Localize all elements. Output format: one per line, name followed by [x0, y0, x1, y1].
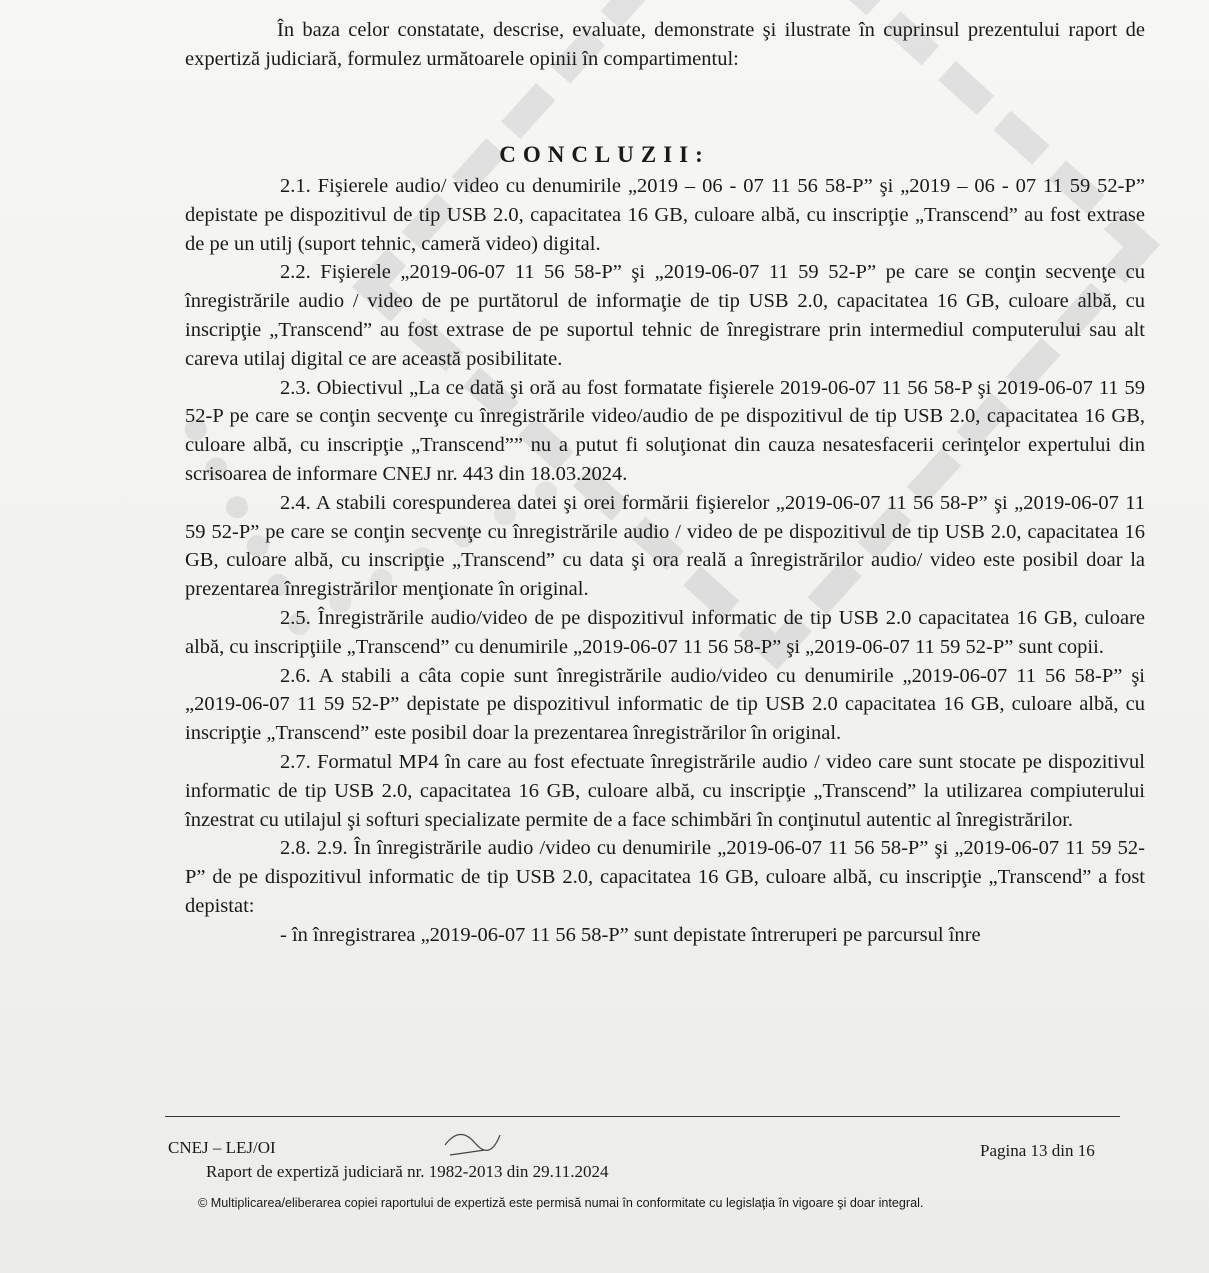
footer-divider: [165, 1116, 1120, 1117]
intro-paragraph: În baza celor constatate, descrise, evaluate, demonstrate şi ilustrate în cuprinsul prezentului raport de expertiză judiciară, formulez următoarele opinii în compartimentul:: [185, 19, 1145, 70]
conclusion-2-6: 2.6. A stabili a câta copie sunt înregistrările audio/video cu denumirile „2019-06-07 11 56 58-P” şi „2019-06-07 11 59 52-P” depistate pe dispozitivul informatic de tip USB 2.0 capacitatea 16 GB, culoare albă, cu inscripţie „Transcend” este posibil doar la prezentarea înregistrărilor în original.: [185, 664, 1145, 745]
conclusion-2-4: 2.4. A stabili corespunderea datei şi orei formării fişierelor „2019-06-07 11 56 58-P” şi „2019-06-07 11 59 52-P” pe care se conţin secvenţe cu înregistrările audio / video de pe dispozitivul de tip USB 2.0, capacitatea 16 GB, culoare albă, cu inscripţie „Transcend” cu data şi ora reală a înregistrărilor audio/ video este posibil doar la prezentarea înregistrărilor menţionate în original.: [185, 491, 1145, 601]
conclusion-2-7: 2.7. Formatul MP4 în care au fost efectuate înregistrările audio / video care sunt stocate pe dispozitivul informatic de tip USB 2.0, capacitatea 16 GB, culoare albă, cu inscripţie „Transcend” la utilizarea compiuterului înzestrat cu utilajul şi softuri specializate permite de a face schimbări în conţinutul autentic al înregistrărilor.: [185, 750, 1145, 831]
footer-page-number: Pagina 13 din 16: [980, 1141, 1095, 1160]
conclusion-bullet: - în înregistrarea „2019-06-07 11 56 58-P” sunt depistate întreruperi pe parcursul înre: [280, 923, 981, 946]
conclusion-2-5: 2.5. Înregistrările audio/video de pe dispozitivul informatic de tip USB 2.0 capacitatea 16 GB, culoare albă, cu inscripţiile „Transcend” cu denumirile „2019-06-07 11 56 58-P” şi „2019-06-07 11 59 52-P” sunt copii.: [185, 606, 1145, 658]
section-title: CONCLUZII:: [499, 142, 710, 167]
conclusion-2-8-2-9: 2.8. 2.9. În înregistrările audio /video cu denumirile „2019-06-07 11 56 58-P” şi „2019-06-07 11 59 52-P” de pe dispozitivul informatic de tip USB 2.0, capacitatea 16 GB, culoare albă, cu inscripţie „Transcend” a fost depistat:: [185, 837, 1145, 917]
footer-copyright: © Multiplicarea/eliberarea copiei raportului de expertiză este permisă numai în conformitate cu legislaţia în vigoare şi doar integral.: [198, 1196, 924, 1210]
conclusion-2-1: 2.1. Fişierele audio/ video cu denumirile „2019 – 06 - 07 11 56 58-P” şi „2019 – 06 - 07 11 59 52-P” depistate pe dispozitivul de tip USB 2.0, capacitatea 16 GB, culoare albă, cu inscripţie „Transcend” au fost extrase de pe un utilj (suport tehnic, cameră video) digital.: [185, 175, 1145, 255]
footer-org: CNEJ – LEJ/OI: [168, 1138, 276, 1157]
conclusions-body: [185, 172, 1145, 950]
conclusion-2-2: 2.2. Fişierele „2019-06-07 11 56 58-P” şi „2019-06-07 11 59 52-P” pe care se conţin secvenţe cu înregistrările audio / video de pe purtătorul de informaţie de tip USB 2.0, capacitatea 16 GB, culoare albă, cu inscripţie „Transcend” au fost extrase de pe suportul tehnic de înregistrare prin intermediul computerului sau alt careva utilaj digital ce are această posibilitate.: [185, 261, 1145, 370]
footer-report-ref: Raport de expertiză judiciară nr. 1982-2013 din 29.11.2024: [206, 1162, 609, 1181]
conclusion-2-3: 2.3. Obiectivul „La ce dată şi oră au fost formatate fişierele 2019-06-07 11 56 58-P şi 2019-06-07 11 59 52-P pe care se conţin secvenţe cu înregistrările video/audio de pe dispozitivul de tip USB 2.0, capacitatea 16 GB, culoare albă, cu inscripţie „Transcend”” nu a putut fi soluţionat din cauza nesatesfacerii cerinţelor expertului din scrisoarea de informare CNEJ nr. 443 din 18.03.2024.: [185, 376, 1145, 485]
signature-scribble: [440, 1105, 520, 1165]
